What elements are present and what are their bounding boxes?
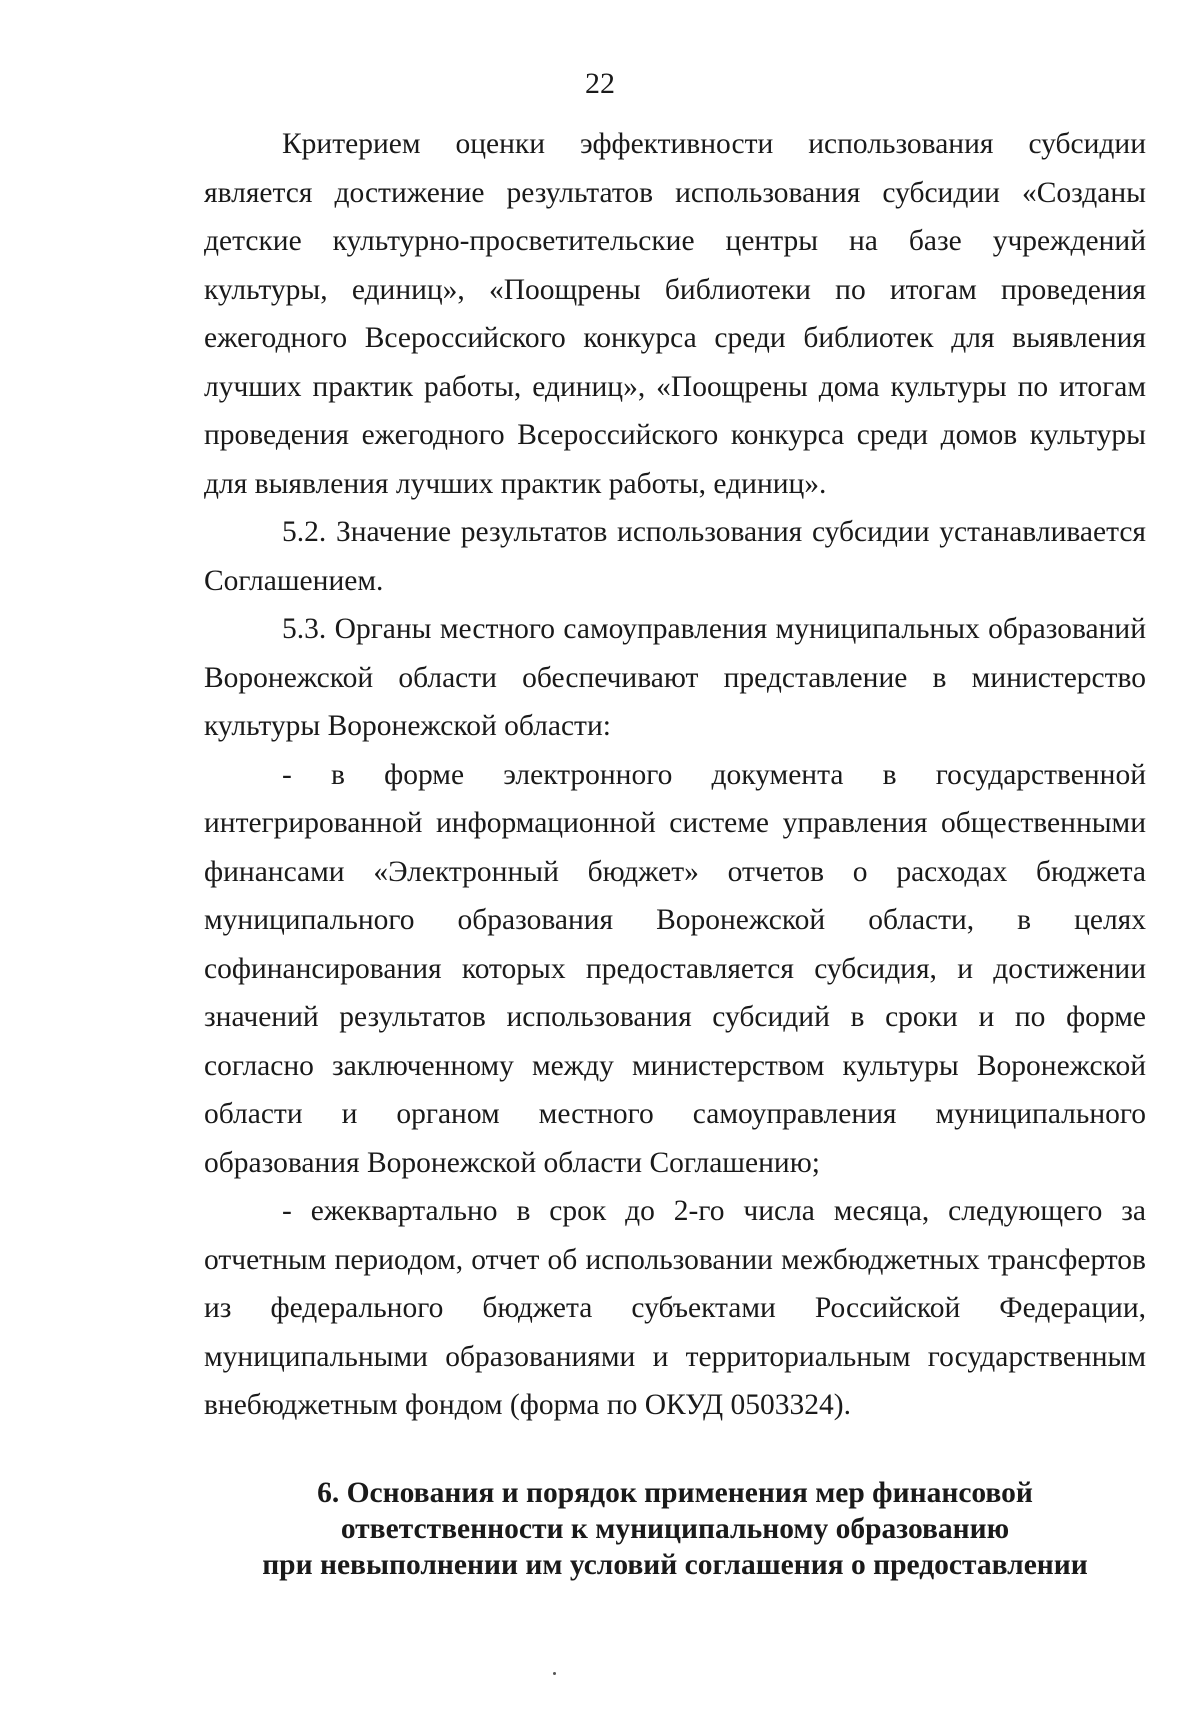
section-6-heading: [204, 1475, 1146, 1583]
heading-line-3: при невыполнении им условий соглашения о предоставлении: [262, 1549, 1088, 1581]
paragraph-5-3: 5.3. Органы местного самоуправления муниципальных образований Воронежской области обеспечивают представление в министерство культуры Воронежской области:: [204, 613, 1146, 742]
heading-line-2: ответственности к муниципальному образованию: [340, 1513, 1010, 1545]
paragraph-5-2: 5.2. Значение результатов использования субсидии устанавливается Соглашением.: [204, 516, 1146, 597]
heading-line-1: 6. Основания и порядок применения мер финансовой: [317, 1477, 1033, 1509]
page-number: 22: [585, 67, 615, 100]
list-item-quarterly-report: - ежеквартально в срок до 2-го числа месяца, следующего за отчетным периодом, отчет об использовании межбюджетных трансфертов из федерального бюджета субъектами Российской Федерации, муниципальными образованиями и территориальным государственным внебюджетным фондом (форма по ОКУД 0503324).: [204, 1195, 1146, 1421]
paragraph-evaluation-criteria: Критерием оценки эффективности использования субсидии является достижение результатов использования субсидии «Созданы детские культурно-просветительские центры на базе учреждений культуры, единиц», «Поощрены библиотеки по итогам проведения ежегодного Всероссийского конкурса среди библиотек для выявления лучших практик работы, единиц», «Поощрены дома культуры по итогам проведения ежегодного Всероссийского конкурса среди домов культуры для выявления лучших практик работы, единиц».: [204, 128, 1146, 500]
list-item-electronic-report: - в форме электронного документа в государственной интегрированной информационной системе управления общественными финансами «Электронный бюджет» отчетов о расходах бюджета муниципального образования Воронежской области, в целях софинансирования которых предоставляется субсидия, и достижении значений результатов использования субсидий в сроки и по форме согласно заключенному между министерством культуры Воронежской области и органом местного самоуправления муниципального образования Воронежской области Соглашению;: [204, 758, 1146, 1179]
scan-speck: [553, 1672, 556, 1675]
document-body: [204, 120, 1146, 1430]
